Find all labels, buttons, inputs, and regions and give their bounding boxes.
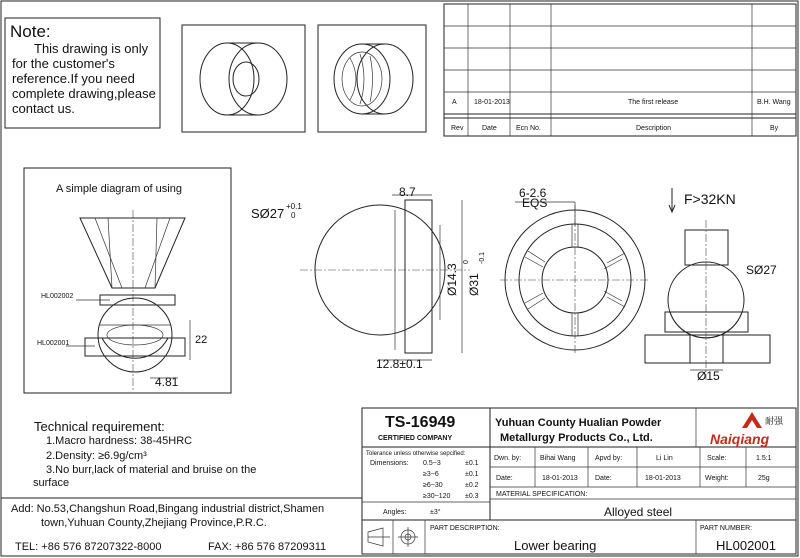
telephone: TEL: +86 576 87207322-8000: [15, 541, 162, 553]
section-sphere-radius: SØ27: [251, 206, 285, 221]
outer-tol-upper: 0: [463, 260, 470, 264]
width-dimension: 8.7: [399, 185, 416, 199]
angles-value: ±3°: [430, 509, 441, 516]
material: Alloyed steel: [604, 505, 673, 519]
fax: FAX: +86 576 87209311: [208, 541, 327, 553]
outer-diameter: Ø31: [467, 273, 481, 296]
date-1: 18-01-2013: [542, 475, 578, 482]
load-sphere-label: SØ27: [746, 263, 777, 277]
tol-value-3: ±0.3: [465, 493, 479, 500]
part-description: Lower bearing: [514, 538, 597, 553]
tol-range-1: ≥3~6: [423, 471, 439, 478]
rev-header: Rev: [451, 125, 464, 132]
bottom-dimension: 12.8±0.1: [376, 357, 423, 371]
outer-tol-lower: -0.1: [479, 251, 486, 264]
ecn-header: Ecn No.: [516, 125, 541, 132]
sphere-tol-lower: 0: [291, 211, 296, 220]
part-description-label: PART DESCRIPTION:: [430, 525, 500, 532]
load-view: [645, 188, 777, 383]
apvd-by: Li Lin: [656, 455, 673, 462]
height-dimension: 22: [195, 334, 208, 346]
offset-dimension: 4.81: [155, 375, 179, 389]
force-label: F>32KN: [684, 191, 736, 207]
apvd-by-label: Apvd by:: [595, 455, 623, 462]
usage-diagram: [24, 168, 231, 393]
dwn-by: Bihai Wang: [540, 455, 576, 462]
sphere-tol-upper: +0.1: [286, 202, 302, 211]
tech-title: Technical requirement:: [34, 419, 165, 434]
rev-a-date: 18-01-2013: [474, 99, 510, 106]
technical-requirements: [33, 419, 256, 489]
note-line-2: for the customer's: [12, 56, 115, 71]
date-label-1: Date:: [496, 475, 513, 482]
weight-label: Weight:: [705, 475, 729, 482]
load-diameter: Ø15: [697, 369, 720, 383]
note-line-3: reference.If you need: [12, 71, 135, 86]
tol-value-1: ±0.1: [465, 471, 479, 478]
rev-a-desc: The first release: [628, 99, 679, 106]
address-block: [1, 498, 362, 553]
date-2: 18-01-2013: [645, 475, 681, 482]
tech-item-3-continuation: surface: [33, 477, 70, 489]
rev-a-by: B.H. Wang: [757, 99, 791, 106]
tol-range-3: ≥30~120: [423, 493, 451, 500]
company-name-1: Yuhuan County Hualian Powder: [495, 417, 662, 429]
iso-view-2: [318, 25, 426, 132]
slot-count: 6-2.6: [519, 186, 547, 200]
part-number-label: PART NUMBER:: [700, 525, 753, 532]
iso-view-1: [182, 25, 305, 132]
note-line-5: contact us.: [12, 101, 75, 116]
tol-range-0: 0.5~3: [423, 460, 441, 467]
tech-item-1: 1.Macro hardness: 38-45HRC: [46, 435, 193, 447]
material-label: MATERIAL SPECIFICATION:: [496, 491, 588, 498]
angles-label: Angles:: [383, 509, 407, 516]
rev-a: A: [452, 99, 457, 106]
tech-item-2: 2.Density: ≥6.9g/cm³: [46, 450, 147, 462]
scale-label: Scale:: [707, 455, 727, 462]
tol-range-2: ≥6~30: [423, 482, 443, 489]
note-title: Note:: [10, 22, 51, 41]
tech-item-3: 3.No burr,lack of material and bruise on the: [46, 464, 257, 476]
inner-diameter: Ø14.3: [445, 263, 459, 296]
dimensions-label: Dimensions:: [370, 460, 409, 467]
revision-table: [444, 4, 796, 136]
weight: 25g: [758, 475, 770, 482]
part-number: HL002001: [716, 538, 776, 553]
title-block: [362, 408, 796, 554]
by-header: By: [770, 125, 779, 132]
part-label-lower: HL002001: [37, 340, 70, 347]
date-label-2: Date:: [595, 475, 612, 482]
date-header: Date: [482, 125, 497, 132]
address-line-1: Add: No.53,Changshun Road,Bingang industrial district,Shamen: [11, 503, 325, 515]
eqs-label: EQS: [522, 196, 548, 210]
tolerance-header: Tolerance unless otherwise sepcified:: [366, 451, 466, 457]
note-box: [5, 18, 160, 128]
company-name-2: Metallurgy Products Co., Ltd.: [500, 432, 653, 444]
cert-sub: CERTIFIED COMPANY: [378, 435, 453, 442]
front-view: [500, 186, 650, 355]
cert-label: TS-16949: [385, 414, 456, 431]
description-header: Description: [636, 125, 672, 132]
part-label-upper: HL002002: [41, 293, 74, 300]
company-logo: [710, 412, 784, 447]
note-line-1: This drawing is only: [34, 41, 149, 56]
logo-cn: 耐强: [765, 416, 784, 426]
logo-text: Naiqiang: [710, 431, 770, 447]
section-view: [251, 185, 486, 371]
scale: 1.5:1: [756, 455, 772, 462]
tol-value-0: ±0.1: [465, 460, 479, 467]
address-line-2: town,Yuhuan County,Zhejiang Province,P.R.C.: [41, 517, 267, 529]
tol-value-2: ±0.2: [465, 482, 479, 489]
diagram-caption: A simple diagram of using: [56, 183, 182, 195]
note-line-4: complete drawing,please: [12, 86, 156, 101]
dwn-by-label: Dwn. by:: [494, 455, 522, 462]
